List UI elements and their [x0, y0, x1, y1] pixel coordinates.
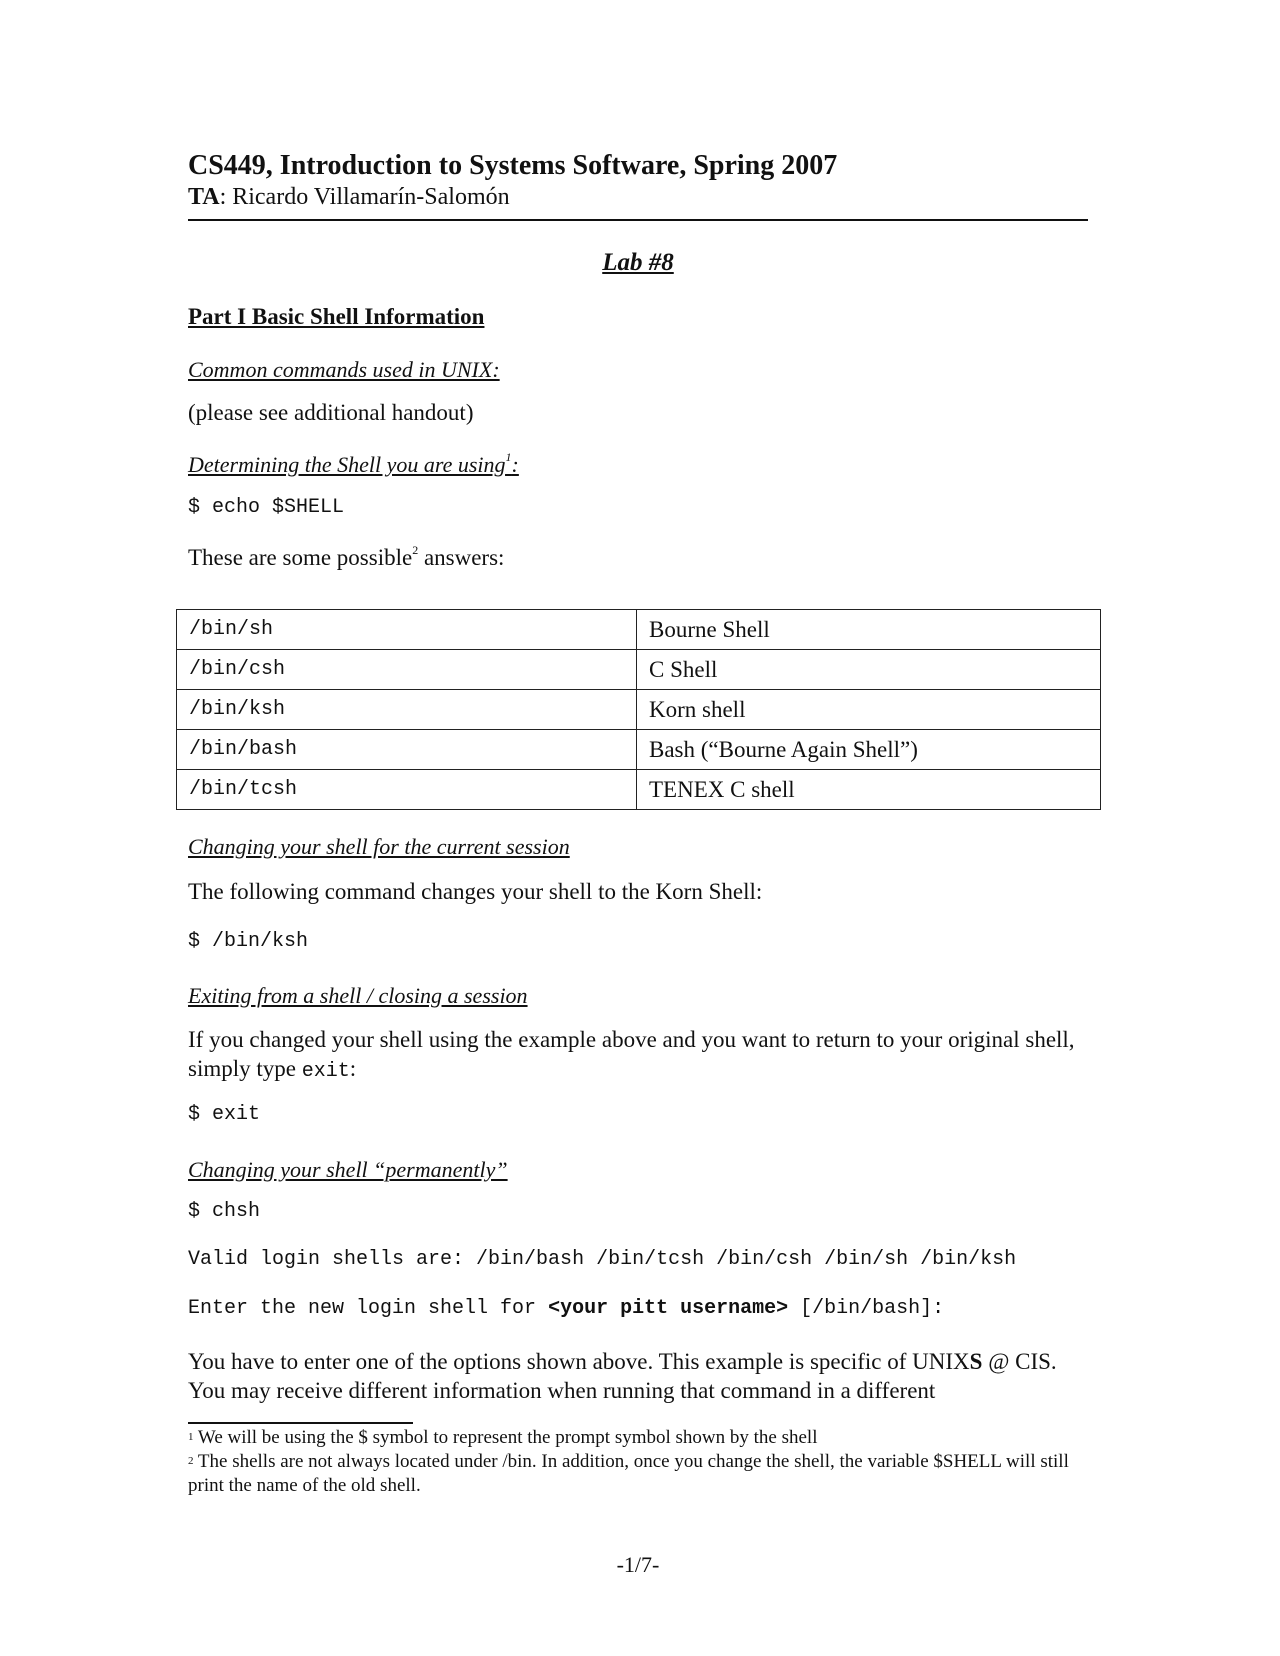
- enter-prompt-pre: Enter the new login shell for: [188, 1297, 549, 1320]
- footnote-1: [188, 1426, 1088, 1450]
- shell-name: Bash (“Bourne Again Shell”): [637, 730, 1101, 770]
- shell-path: /bin/csh: [177, 650, 637, 690]
- common-commands-note: (please see additional handout): [188, 400, 474, 425]
- possible-answers-text: [188, 545, 504, 571]
- changing-current-text: The following command changes your shell to the Korn Shell:: [188, 879, 763, 904]
- ta-line: [188, 184, 510, 211]
- footnote-2: [188, 1450, 1088, 1498]
- table-row: [177, 610, 1101, 650]
- closing-paragraph: [188, 1347, 1088, 1405]
- determining-heading-text: Determining the Shell you are using: [188, 452, 506, 477]
- shell-name: C Shell: [637, 650, 1101, 690]
- shell-name: TENEX C shell: [637, 770, 1101, 810]
- chsh-command: $ chsh: [188, 1200, 261, 1223]
- shell-path: /bin/bash: [177, 730, 637, 770]
- course-title: CS449, Introduction to Systems Software, Spring 2007: [188, 150, 838, 181]
- lab-title: Lab #8: [602, 249, 674, 276]
- footnote-ref-2: 2: [412, 543, 419, 557]
- exiting-text-pre: If you changed your shell using the example above and you want to return to your original shell, simply type: [188, 1027, 1075, 1081]
- determining-heading-colon: :: [511, 452, 519, 477]
- footnote-text: We will be using the $ symbol to represent the prompt symbol shown by the shell: [193, 1427, 818, 1448]
- exit-command: $ exit: [188, 1103, 261, 1126]
- section-heading-exiting: Exiting from a shell / closing a session: [188, 983, 528, 1008]
- page-number: -1/7-: [616, 1552, 660, 1577]
- section-heading-changing-permanent: Changing your shell “permanently”: [188, 1157, 508, 1182]
- enter-shell-prompt: [188, 1297, 944, 1320]
- valid-shells-line: Valid login shells are: /bin/bash /bin/tcsh /bin/csh /bin/sh /bin/ksh: [188, 1248, 1017, 1271]
- footnote-mark: 2: [188, 1455, 194, 1467]
- answers-text-pre: These are some possible: [188, 545, 413, 570]
- shell-path: /bin/sh: [177, 610, 637, 650]
- table-row: [177, 770, 1101, 810]
- table-row: [177, 730, 1101, 770]
- ta-name: : Ricardo Villamarín-Salomón: [219, 184, 510, 210]
- shells-table: [176, 609, 1101, 810]
- enter-prompt-post: [/bin/bash]:: [788, 1297, 945, 1320]
- answers-text-post: answers:: [418, 545, 505, 570]
- shell-name: Bourne Shell: [637, 610, 1101, 650]
- footnote-ref-1: 1: [505, 450, 512, 464]
- closing-text-2: @ CIS. You may receive different information when running that command in a different: [188, 1349, 1057, 1403]
- table-row: [177, 650, 1101, 690]
- footnote-mark: 1: [188, 1431, 194, 1443]
- part-heading: Part I Basic Shell Information: [188, 304, 485, 329]
- closing-text-1: You have to enter one of the options shown above. This example is specific of UNIX: [188, 1349, 970, 1374]
- section-heading-changing-current: Changing your shell for the current session: [188, 834, 570, 859]
- ta-label: TA: [188, 184, 220, 210]
- section-heading-common-commands: Common commands used in UNIX:: [188, 357, 500, 382]
- shell-name: Korn shell: [637, 690, 1101, 730]
- shell-path: /bin/tcsh: [177, 770, 637, 810]
- footnote-text: The shells are not always located under /bin. In addition, once you change the shell, the variable $SHELL will still print the name of the old shell.: [188, 1451, 1069, 1496]
- username-placeholder: <your pitt username>: [548, 1297, 789, 1320]
- footnote-rule: [188, 1422, 413, 1424]
- section-heading-determining-shell: [188, 452, 519, 478]
- echo-shell-command: $ echo $SHELL: [188, 496, 345, 519]
- header-rule: [188, 219, 1088, 221]
- exit-inline-code: exit: [301, 1060, 350, 1083]
- ksh-command: $ /bin/ksh: [188, 930, 309, 953]
- exiting-paragraph: [188, 1025, 1088, 1086]
- table-row: [177, 690, 1101, 730]
- closing-bold: S: [969, 1349, 983, 1374]
- exiting-text-post: :: [349, 1056, 357, 1081]
- shell-path: /bin/ksh: [177, 690, 637, 730]
